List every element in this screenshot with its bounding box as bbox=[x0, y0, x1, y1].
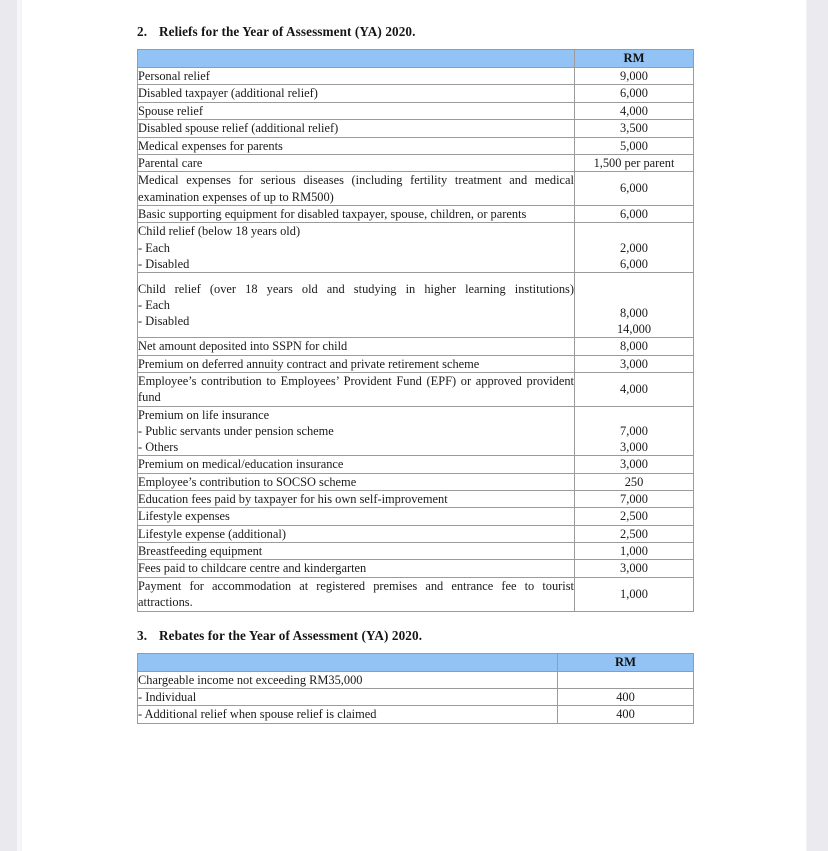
section-2-title: Reliefs for the Year of Assessment (YA) 2020. bbox=[159, 24, 416, 39]
row-value: 1,000 bbox=[575, 577, 694, 611]
row-value: 6,000 bbox=[575, 85, 694, 102]
reliefs-table bbox=[137, 49, 694, 612]
table-row bbox=[138, 272, 694, 338]
table-row bbox=[138, 85, 694, 102]
row-label: Premium on life insurance bbox=[138, 407, 270, 422]
row-label: Education fees paid by taxpayer for his own self-improvement bbox=[138, 490, 575, 507]
reliefs-header-label bbox=[138, 50, 575, 68]
table-row bbox=[138, 355, 694, 372]
row-sublabel: - Disabled bbox=[138, 256, 190, 271]
row-label: Child relief (below 18 years old) bbox=[138, 224, 301, 239]
row-label: Medical expenses for parents bbox=[138, 137, 575, 154]
row-value-group bbox=[575, 272, 694, 338]
row-label: Parental care bbox=[138, 154, 575, 171]
table-row bbox=[138, 706, 694, 723]
table-row bbox=[138, 406, 694, 455]
row-value: 3,000 bbox=[575, 560, 694, 577]
row-value: 7,000 bbox=[620, 423, 648, 438]
rebates-header-rm: RM bbox=[558, 653, 694, 671]
section-2-heading bbox=[137, 24, 717, 40]
table-row bbox=[138, 560, 694, 577]
row-label: Child relief (over 18 years old and studying in higher learning institutions) bbox=[138, 281, 574, 296]
row-label: Basic supporting equipment for disabled taxpayer, spouse, children, or parents bbox=[138, 206, 575, 223]
table-row bbox=[138, 68, 694, 85]
table-row bbox=[138, 137, 694, 154]
page-content bbox=[137, 0, 717, 724]
row-label-group bbox=[138, 272, 575, 338]
row-label: Employee’s contribution to SOCSO scheme bbox=[138, 473, 575, 490]
table-row bbox=[138, 525, 694, 542]
row-value: 5,000 bbox=[575, 137, 694, 154]
row-sublabel: - Public servants under pension scheme bbox=[138, 423, 334, 438]
row-label: Personal relief bbox=[138, 68, 575, 85]
row-value: 3,000 bbox=[620, 440, 648, 454]
row-value: 400 bbox=[558, 706, 694, 723]
row-value: 400 bbox=[558, 688, 694, 705]
row-value: 2,500 bbox=[575, 508, 694, 525]
table-row bbox=[138, 577, 694, 611]
row-value: 7,000 bbox=[575, 490, 694, 507]
row-value-blank bbox=[575, 289, 693, 305]
row-label: Medical expenses for serious diseases (including fertility treatment and medical examination expenses of up to RM500) bbox=[138, 173, 574, 204]
row-value-group bbox=[575, 223, 694, 272]
page-left-gutter bbox=[0, 0, 17, 851]
row-value: 9,000 bbox=[575, 68, 694, 85]
table-row bbox=[138, 543, 694, 560]
row-value: 250 bbox=[575, 473, 694, 490]
row-label: Disabled spouse relief (additional relief) bbox=[138, 120, 575, 137]
table-row bbox=[138, 490, 694, 507]
reliefs-header-rm: RM bbox=[575, 50, 694, 68]
row-value bbox=[558, 671, 694, 688]
row-value: 3,000 bbox=[575, 456, 694, 473]
row-sublabel: - Disabled bbox=[138, 314, 190, 329]
row-label: Fees paid to childcare centre and kindergarten bbox=[138, 560, 575, 577]
row-value: 1,500 per parent bbox=[575, 154, 694, 171]
row-label: Premium on medical/education insurance bbox=[138, 456, 575, 473]
row-value: 8,000 bbox=[575, 338, 694, 355]
table-row bbox=[138, 671, 694, 688]
table-row bbox=[138, 508, 694, 525]
page-right-gutter bbox=[806, 0, 828, 851]
row-label: Lifestyle expense (additional) bbox=[138, 525, 575, 542]
row-label: Lifestyle expenses bbox=[138, 508, 575, 525]
table-row bbox=[138, 154, 694, 171]
table-row bbox=[138, 338, 694, 355]
row-label: - Additional relief when spouse relief is claimed bbox=[138, 706, 558, 723]
table-header-row bbox=[138, 653, 694, 671]
row-sublabel: - Each bbox=[138, 297, 170, 312]
table-row bbox=[138, 373, 694, 407]
table-row bbox=[138, 102, 694, 119]
row-value: 3,500 bbox=[575, 120, 694, 137]
row-label: Spouse relief bbox=[138, 102, 575, 119]
table-row bbox=[138, 473, 694, 490]
row-value-group bbox=[575, 406, 694, 455]
table-row bbox=[138, 688, 694, 705]
row-sublabel: - Each bbox=[138, 240, 170, 255]
section-2-number: 2. bbox=[137, 24, 148, 39]
row-value: 2,500 bbox=[575, 525, 694, 542]
row-label-group bbox=[138, 406, 575, 455]
row-label: Premium on deferred annuity contract and private retirement scheme bbox=[138, 355, 575, 372]
row-label-group bbox=[138, 223, 575, 272]
row-label: Disabled taxpayer (additional relief) bbox=[138, 85, 575, 102]
table-header-row bbox=[138, 50, 694, 68]
row-value: 6,000 bbox=[575, 206, 694, 223]
row-value: 14,000 bbox=[616, 322, 652, 337]
table-row bbox=[138, 456, 694, 473]
row-value: 1,000 bbox=[575, 543, 694, 560]
section-3-number: 3. bbox=[137, 627, 148, 643]
rebates-header-label bbox=[138, 653, 558, 671]
row-value: 8,000 bbox=[620, 306, 648, 320]
section-3-title: Rebates for the Year of Assessment (YA) 2020. bbox=[159, 627, 423, 643]
row-value-blank bbox=[575, 273, 693, 289]
table-row bbox=[138, 206, 694, 223]
row-label: Payment for accommodation at registered premises and entrance fee to tourist attractions. bbox=[138, 578, 574, 610]
row-value: 6,000 bbox=[575, 172, 694, 206]
row-value: 4,000 bbox=[575, 373, 694, 407]
table-row bbox=[138, 172, 694, 206]
row-value-blank bbox=[575, 223, 693, 239]
row-label: - Individual bbox=[138, 688, 558, 705]
rebates-table bbox=[137, 653, 694, 724]
row-value: 4,000 bbox=[575, 102, 694, 119]
row-value: 6,000 bbox=[620, 256, 648, 271]
document-page bbox=[22, 0, 806, 851]
table-row bbox=[138, 120, 694, 137]
table-row bbox=[138, 223, 694, 272]
row-label: Employee’s contribution to Employees’ Provident Fund (EPF) or approved provident fund bbox=[138, 374, 574, 405]
section-3-heading bbox=[137, 628, 717, 644]
row-sublabel: - Others bbox=[138, 440, 179, 454]
row-value-blank bbox=[575, 407, 693, 423]
row-value: 2,000 bbox=[620, 240, 648, 255]
row-label: Breastfeeding equipment bbox=[138, 543, 575, 560]
row-value: 3,000 bbox=[575, 355, 694, 372]
row-label: Chargeable income not exceeding RM35,000 bbox=[138, 671, 558, 688]
row-label: Net amount deposited into SSPN for child bbox=[138, 338, 575, 355]
